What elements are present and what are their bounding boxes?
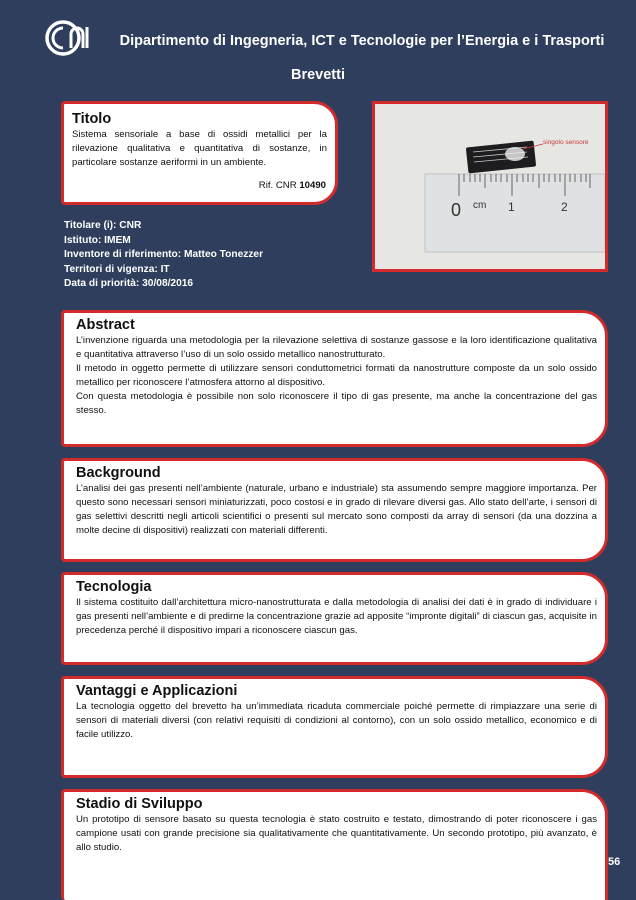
meta-territori: Territori di vigenza: IT	[64, 263, 170, 275]
ruler-two: 2	[561, 200, 568, 214]
titolo-box	[61, 101, 338, 205]
rif-label: Rif. CNR	[258, 180, 297, 191]
meta-istituto: Istituto: IMEM	[64, 234, 131, 246]
tecnologia-box	[61, 572, 608, 665]
page-number: 56	[608, 856, 621, 868]
background-heading: Background	[76, 465, 161, 481]
tecnologia-heading: Tecnologia	[76, 579, 152, 595]
sensor-label: singolo sensore	[543, 139, 589, 146]
meta-titolare: Titolare (i): CNR	[64, 220, 142, 231]
stadio-box	[61, 789, 608, 900]
abstract-heading: Abstract	[76, 317, 135, 333]
meta-inventore: Inventore di riferimento: Matteo Tonezzer	[64, 249, 264, 261]
abstract-para-1: L’invenzione riguarda una metodologia per la rilevazione selettiva di sostanze gassose e la loro identificazione qualitativa e quantitativa attraverso l’uso di un solo ossido metallico nanostrutturato.	[76, 335, 597, 360]
vantaggi-text: La tecnologia oggetto del brevetto ha un’immediata ricaduta commerciale poiché permette di rimpiazzare una serie di sensori di materiali diversi (con relativi requisiti di condizioni al contorno), con un solo ossido metallico, economico e di facile utilizzo.	[76, 701, 597, 740]
rif-cnr	[259, 180, 326, 191]
stadio-heading: Stadio di Sviluppo	[76, 796, 203, 812]
vantaggi-box	[61, 676, 608, 778]
stadio-text: Un prototipo di sensore basato su questa tecnologia è stato costruito e testato, dimostrando di poter riconoscere i gas campione usati con grande precisione sia qualitativamente che quantitativamente. Un secondo prototipo, più avanzato, è allo studio.	[76, 814, 597, 853]
meta-data-priorita: Data di priorità: 30/08/2016	[64, 278, 194, 290]
titolo-text: Sistema sensoriale a base di ossidi metallici per la rilevazione qualitativa e quantitativa di sostanze, in particolare sostanze aeriformi in un ambiente.	[72, 129, 327, 168]
vantaggi-heading: Vantaggi e Applicazioni	[76, 683, 238, 699]
patent-meta	[64, 219, 263, 292]
ruler-one: 1	[508, 200, 515, 214]
sensor-photo	[372, 101, 608, 272]
titolo-heading: Titolo	[72, 111, 112, 127]
abstract-box	[61, 310, 608, 447]
tecnologia-text: Il sistema costituito dall’architettura micro-nanostrutturata e dalla metodologia di analisi dei dati è in grado di individuare i gas presenti nell’ambiente e di predirne la concentrazione grazie ad apposite “impronte digitali” di ciascun gas, acquisite in precedenza perché il dispositivo impari a riconoscere ciascun gas.	[76, 597, 597, 636]
ruler-zero: 0	[451, 200, 462, 220]
department-title: Dipartimento di Ingegneria, ICT e Tecnologie per l’Energia e i Trasporti	[119, 33, 605, 49]
ruler-unit: cm	[473, 200, 487, 211]
background-text: L’analisi dei gas presenti nell’ambiente (naturale, urbano e industriale) sta assumendo sempre maggiore importanza. Per questo sono necessari sensori miniaturizzati, poco costosi e in grado di rilevare diversi gas. Allo stato dell’arte, i sensori di gas selettivi descritti negli articoli scientifici o presenti sul mercato sono composti da array di sensori (da una dozzina a molte decine di dispositivi) realizzati con materiali differenti.	[76, 483, 597, 536]
rif-number: 10490	[299, 180, 326, 191]
abstract-para-3: Con questa metodologia è possibile non solo riconoscere il tipo di gas presente, ma anche la concentrazione del gas stesso.	[76, 391, 597, 416]
cnr-logo-icon	[44, 19, 94, 57]
section-title: Brevetti	[291, 67, 345, 83]
background-box	[61, 458, 608, 562]
abstract-para-2: Il metodo in oggetto permette di utilizzare sensori conduttometrici formati da nanostrutture composte da un solo ossido metallico per riconoscere l’atmosfera attorno al dispositivo.	[76, 363, 597, 388]
